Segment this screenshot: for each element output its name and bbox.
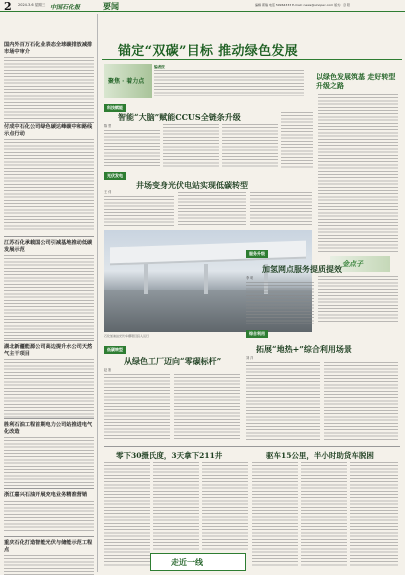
sidebar-item-body: [4, 139, 94, 231]
sidebar-item: [4, 422, 94, 489]
divider: [4, 122, 94, 123]
page-header: [0, 0, 405, 12]
canopy-shape: [110, 241, 306, 266]
article-body: [246, 362, 320, 440]
sidebar-item: [4, 124, 94, 231]
sidebar-item-title: 付成中石化公司绿色碳达峰碳中和路线示点行动: [4, 124, 93, 137]
page-headline: 锚定“双碳”目标 推动绿色发展: [118, 44, 298, 59]
divider: [4, 536, 94, 537]
sidebar-item-body: [4, 555, 94, 575]
article-body: [246, 282, 314, 324]
category-tag: 科技赋能: [104, 104, 126, 112]
divider: [104, 446, 400, 447]
sidebar-item-body: [4, 57, 94, 121]
article-byline: 李 明: [246, 276, 254, 280]
article-body: [104, 130, 160, 168]
issue-date: 2024.3.6 星期三: [18, 3, 46, 7]
frontline-stamp: [150, 553, 246, 571]
article-title: 加氢网点服务提质提效: [262, 264, 342, 274]
sidebar-item-title: 湖北新疆能源公司高边提升水公司天然气主干项目: [4, 344, 93, 357]
sidebar-item-body: [4, 359, 94, 419]
divider: [4, 340, 94, 341]
sidebar-item-body: [4, 437, 94, 489]
sidebar-item-body: [4, 255, 94, 339]
article-byline: 刘 洋: [246, 356, 254, 360]
right-feature-title: [316, 72, 398, 90]
intro-label: 编者按: [154, 65, 165, 69]
sidebar-item: [4, 540, 94, 575]
article-body: [163, 124, 219, 168]
article-body: [252, 462, 298, 566]
article-body: [350, 462, 398, 566]
article-body: [250, 192, 312, 226]
category-tag: 服务升级: [246, 250, 268, 258]
article-title: 智能“大脑”赋能CCUS全链条升级: [118, 112, 241, 122]
column-name: 金点子: [342, 259, 363, 268]
banner: [102, 38, 402, 60]
pillar-shape: [204, 264, 208, 294]
category-tag: 低碳转型: [104, 346, 126, 354]
pillar-shape: [144, 264, 148, 294]
sidebar-item: [4, 344, 94, 419]
sidebar-item-body: [4, 501, 94, 531]
article-body: [301, 462, 347, 566]
page-number: 2: [4, 0, 12, 13]
intro-body: [154, 70, 304, 96]
newspaper-name: 中国石化报: [50, 4, 81, 11]
category-tag: 综合利用: [246, 330, 268, 338]
article-body: [153, 462, 199, 550]
news-brief-sidebar: [2, 14, 98, 572]
editor-info: 编辑 郭瑞 电话 59964333 E-mail: news@sinopec.com 版式：章 阳: [255, 3, 351, 7]
feature-title: 以绿色发展筑基 走好转型升级之路: [316, 72, 396, 90]
sidebar-item: [4, 240, 94, 339]
article-body: [318, 276, 398, 324]
divider: [4, 236, 94, 237]
article-title: 拓展“地热+”综合利用场景: [256, 344, 352, 354]
article-body: [104, 462, 150, 566]
article-body: [178, 192, 246, 226]
article-body: [104, 374, 170, 440]
sidebar-item-title: 胜利石油工程首期电力公司站推进电气化改造: [4, 422, 93, 435]
sidebar-item-title: 江苏石化承载国公司引减基地推动低碳发展示范: [4, 240, 93, 253]
logo-text: 聚焦 · 着力点: [108, 78, 145, 85]
article-body: [174, 374, 240, 440]
article-body: [324, 362, 398, 440]
article-title: 从绿色工厂迈向“零碳标杆”: [124, 356, 222, 366]
sidebar-item-title: 国内外百万石化业表态全球碳排放减排市场中审介: [4, 42, 93, 55]
editor-intro: [154, 65, 304, 97]
article-body: [281, 112, 313, 168]
feature-body: [318, 94, 398, 254]
divider: [4, 418, 94, 419]
article-title: 零下30摄氏度，3天拿下211井: [116, 451, 223, 460]
sidebar-item: [4, 42, 94, 121]
sidebar-item-title: 重庆石化打造智能光伏与储能示范工程点: [4, 540, 93, 553]
article-body: [104, 196, 174, 226]
article-body: [202, 462, 248, 550]
divider: [4, 488, 94, 489]
article-title: 驱车15公里，半小时助货车脱困: [266, 451, 374, 460]
section-title: 要闻: [103, 1, 119, 11]
article-body: [222, 124, 278, 168]
column-logo: [104, 64, 152, 98]
stamp-text: 走近一线: [171, 557, 203, 567]
article-byline: 王 伟: [104, 190, 112, 194]
photo-caption: 石化加油站光伏车棚项目投入运行: [104, 334, 150, 338]
category-tag: 光伏发电: [104, 172, 126, 180]
article-byline: 陈 思: [104, 124, 112, 128]
sidebar-item-title: 浙江嘉兴石油开展充电业务精准营销: [4, 492, 88, 498]
article-byline: 赵 刚: [104, 368, 112, 372]
article-title: 井场变身光伏电站实现低碳转型: [136, 180, 248, 190]
sidebar-item: [4, 492, 94, 531]
